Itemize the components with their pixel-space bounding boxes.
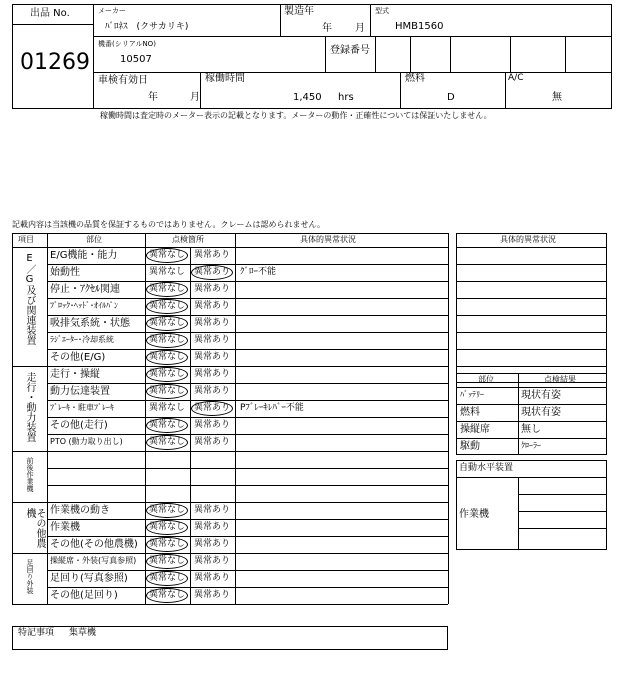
option-no-issue: 異常なし [149,284,186,294]
rule [47,587,448,588]
selection-circle [146,435,188,450]
rule [456,332,607,333]
rule [12,553,448,554]
rule [456,404,607,405]
option-no-issue: 異常なし [149,573,186,583]
rule [190,247,191,604]
rule [47,536,448,537]
rule [456,349,607,350]
maker-label: メーカー [98,7,126,15]
lot-no-label: 出品 No. [30,8,70,19]
month-unit: 月 [355,23,365,34]
row-detail: ｸﾞﾛｰ不能 [240,267,277,277]
row-part: 足回り(写真参照) [50,573,128,584]
serial-label: 機番(シリアルNO) [98,40,156,48]
selection-circle [146,554,188,569]
option-issue: 異常あり [194,250,231,260]
option-issue: 異常あり [194,437,231,447]
rule [47,315,448,316]
row-part: PTO (動力取り出し) [50,437,123,446]
rule [145,233,146,604]
option-issue: 異常あり [194,420,231,430]
row-part: その他(足回り) [50,590,118,601]
group-title: 足回り外装 [26,559,34,594]
header-details: 具体的異常状況 [300,235,356,244]
selection-circle [146,503,188,518]
option-issue: 異常あり [194,590,231,600]
group-title: 走行・動力装置 [24,372,35,442]
rule [448,233,449,604]
option-issue: 異常あり [194,556,231,566]
option-no-issue: 異常なし [149,403,186,413]
option-no-issue: 異常なし [149,437,186,447]
rule [518,477,519,550]
rule [47,434,448,435]
selection-circle [146,299,188,314]
disclaimer: 記載内容は当該機の品質を保証するものではありません。クレームは認められません。 [12,220,325,229]
selection-circle [146,248,188,263]
option-no-issue: 異常なし [149,590,186,600]
rule [47,349,448,350]
rule [12,502,448,503]
rule [47,570,448,571]
option-no-issue: 異常なし [149,505,186,515]
selection-circle [146,282,188,297]
selection-circle [146,316,188,331]
option-issue: 異常あり [194,369,231,379]
implement-label: 作業機 [459,509,489,520]
remarks-value: 集草機 [69,628,97,638]
option-issue: 異常あり [194,522,231,532]
option-no-issue: 異常なし [149,556,186,566]
header-item: 項目 [18,235,34,244]
registration-label: 登録番号 [330,45,370,56]
header-part: 部位 [86,235,102,244]
row-part: 作業機 [50,522,80,533]
rule [456,247,607,248]
option-issue: 異常あり [194,573,231,583]
rule [456,298,607,299]
details-header: 具体的異常状況 [500,235,556,244]
row-part: その他(その他農機) [50,539,138,550]
inspection-year-unit: 年 [148,92,158,103]
hours-note: 稼働時間は査定時のメーター表示の記載となります。メーターの動作・正確性については保証いたしません。 [100,111,492,120]
rule [47,468,448,469]
option-no-issue: 異常なし [149,267,186,277]
rule [47,417,448,418]
model-value: HMB1560 [395,21,444,32]
hours-label: 稼働時間 [205,73,245,84]
rule [12,247,448,248]
option-no-issue: 異常なし [149,352,186,362]
option-no-issue: 異常なし [149,369,186,379]
option-issue: 異常あり [194,335,231,345]
rule [456,477,607,478]
option-no-issue: 異常なし [149,386,186,396]
rule [47,264,448,265]
selection-circle [146,384,188,399]
row-part: 作業機の動き [50,505,110,516]
manufacture-year-label: 製造年 [284,6,314,17]
rule [456,315,607,316]
option-no-issue: 異常なし [149,301,186,311]
rule [47,233,48,604]
row-part: 動力伝達装置 [50,386,110,397]
results-result-header: 点検結果 [544,375,576,384]
row-part: 停止・ｱｸｾﾙ関連 [50,284,120,295]
row-part: その他(E/G) [50,352,106,363]
row-part: 始動性 [50,267,80,278]
option-no-issue: 異常なし [149,318,186,328]
option-issue: 異常あり [194,352,231,362]
rule [456,438,607,439]
hours-unit: hrs [338,92,354,103]
ac-label: A/C [508,73,524,83]
table-frame [12,233,449,234]
result-value: 現状有姿 [521,390,561,401]
rule [12,233,13,604]
option-issue: 異常あり [194,505,231,515]
row-detail: Pﾌﾞﾚｰｷﾚﾊﾞｰ不能 [240,403,304,413]
fuel-label: 燃料 [405,73,425,84]
year-unit: 年 [322,23,332,34]
option-issue: 異常あり [194,284,231,294]
result-part: 操縦席 [460,424,490,435]
auto-level-label: 自動水平装置 [459,463,514,473]
result-part: 燃料 [460,407,480,418]
row-part: ﾗｼﾞｴｰﾀｰ･冷却系統 [50,335,114,344]
selection-circle [191,401,233,416]
rule [456,366,607,367]
header-check: 点検箇所 [172,235,204,244]
result-value: 現状有姿 [521,407,561,418]
results-part-header: 部位 [478,375,494,384]
ac-value: 無 [552,92,562,103]
selection-circle [146,571,188,586]
rule [456,281,607,282]
option-no-issue: 異常なし [149,522,186,532]
rule [518,511,607,512]
result-part: 駆動 [460,441,480,452]
rule [518,528,607,529]
rule [12,366,448,367]
selection-circle [146,520,188,535]
row-part: 走行・操縦 [50,369,100,380]
row-part: E/G機能・能力 [50,250,118,261]
model-label: 型式 [375,7,389,15]
result-value: 無し [521,424,541,435]
row-part: 吸排気系統・状態 [50,318,130,329]
selection-circle [146,537,188,552]
rule [47,400,448,401]
selection-circle [146,588,188,603]
rule [47,298,448,299]
implement-table [456,460,607,550]
row-part: その他(走行) [50,420,108,431]
group-title: 前後作業機 [26,457,34,492]
fuel-value: D [447,92,455,103]
remarks-label: 特記事項 [18,628,55,638]
option-no-issue: 異常なし [149,420,186,430]
option-issue: 異常あり [194,267,231,277]
rule [456,387,607,388]
selection-circle [146,333,188,348]
option-issue: 異常あり [194,318,231,328]
rule [47,383,448,384]
option-no-issue: 異常なし [149,539,186,549]
result-part: ﾊﾞｯﾃﾘｰ [460,390,484,399]
rule [12,451,448,452]
selection-circle [146,367,188,382]
result-value: ｸﾛｰﾗｰ [521,441,541,450]
row-part: 操縦席・外装(写真参照) [50,556,137,565]
selection-circle [191,265,233,280]
row-part: ﾌﾞﾚｰｷ・駐車ﾌﾞﾚｰｷ [50,403,114,412]
rule [518,494,607,495]
selection-circle [146,418,188,433]
rule [456,264,607,265]
hours-value: 1,450 [293,92,322,103]
rule [518,373,519,455]
option-no-issue: 異常なし [149,250,186,260]
details-table [456,233,607,383]
rule [12,604,448,605]
lot-no: 01269 [20,50,90,75]
option-issue: 異常あり [194,386,231,396]
rule [47,281,448,282]
rule [47,519,448,520]
rule [47,332,448,333]
group-title: E／G及び関連装置 [24,253,35,345]
selection-circle [146,350,188,365]
inspection-month-unit: 月 [190,92,200,103]
rule [235,233,236,604]
option-no-issue: 異常なし [149,335,186,345]
serial-value: 10507 [120,54,152,65]
option-issue: 異常あり [194,539,231,549]
option-issue: 異常あり [194,403,231,413]
rule [47,485,448,486]
option-issue: 異常あり [194,301,231,311]
row-part: ﾌﾞﾛｯｸ･ﾍｯﾄﾞ･ｵｲﾙﾊﾟﾝ [50,301,118,310]
inspection-expiry-label: 車検有効日 [98,75,148,86]
rule [456,421,607,422]
group-title: その他農機 [24,508,45,548]
maker-value: ﾊﾞﾛﾈｽ (クサカリキ) [105,22,189,32]
